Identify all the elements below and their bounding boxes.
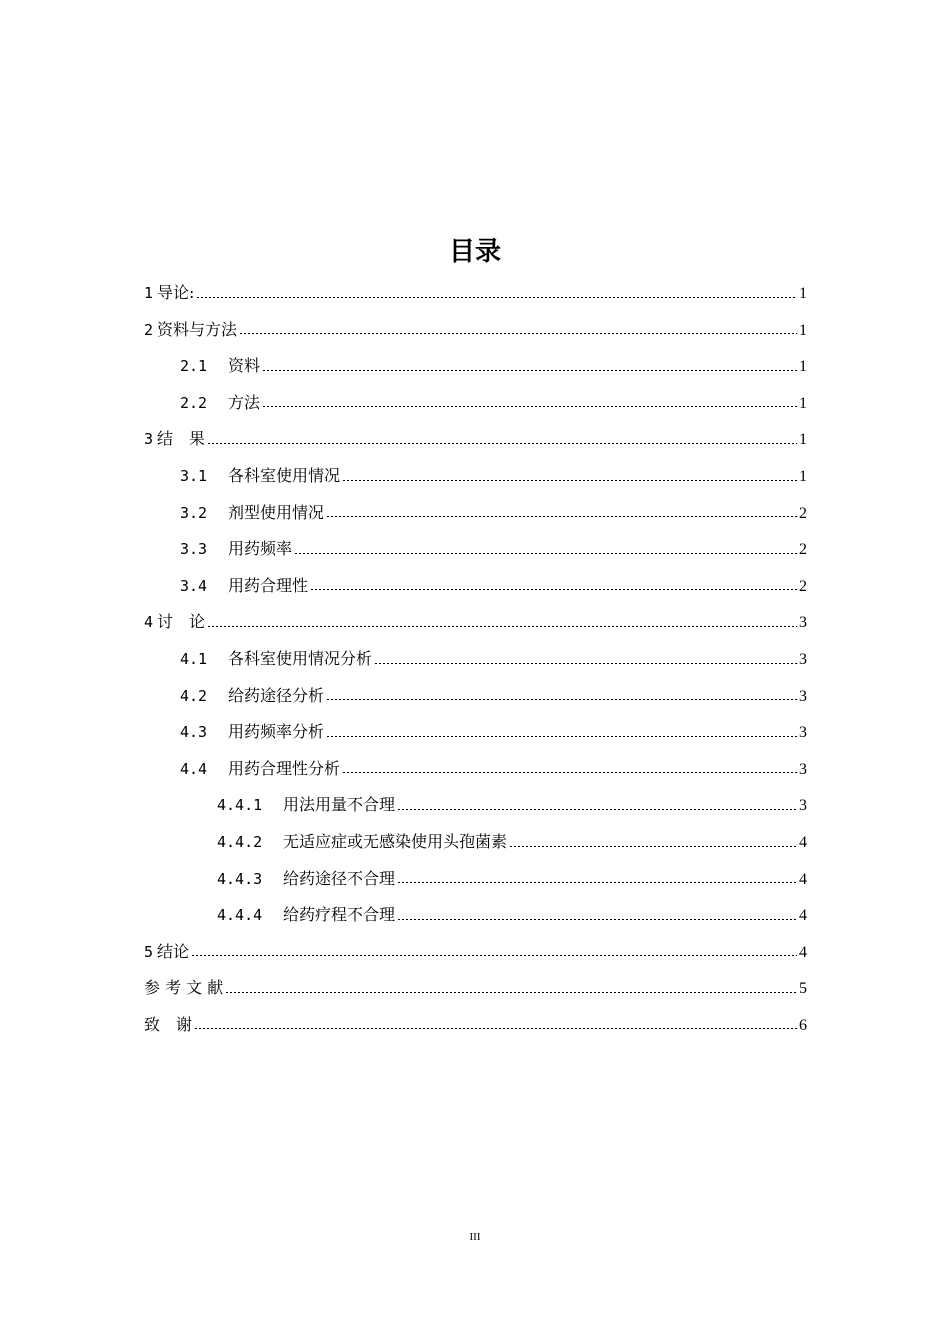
toc-entry-number: 4.4.3 <box>217 869 263 888</box>
dot-leader <box>342 480 797 481</box>
toc-entry-number: 5 <box>144 942 154 961</box>
toc-entry-title: 方法 <box>228 392 261 412</box>
toc-entry-page: 1 <box>799 285 807 302</box>
toc-entry-title: 用药合理性分析 <box>228 758 341 778</box>
toc-entry-title: 结论 <box>157 941 190 961</box>
page-footer-number: III <box>469 1231 481 1243</box>
toc-entry[interactable] <box>144 861 807 898</box>
page-title: 目录 <box>448 237 501 267</box>
toc-entry-title: 导论: <box>157 283 195 302</box>
toc-entry-page: 1 <box>799 321 807 339</box>
toc-entry[interactable] <box>144 934 807 971</box>
dot-leader <box>191 955 797 956</box>
dot-leader <box>207 626 797 627</box>
toc-entry-page: 2 <box>799 504 807 522</box>
toc-entry-page: 3 <box>799 614 807 632</box>
toc-entry-page: 3 <box>799 760 807 778</box>
toc-entry[interactable] <box>144 385 807 422</box>
dot-leader <box>196 297 797 298</box>
toc-entry-number: 2 <box>144 320 154 339</box>
toc-entry[interactable] <box>144 604 807 641</box>
dot-leader <box>509 846 797 847</box>
dot-leader <box>262 370 797 371</box>
toc-entry-number: 3 <box>144 430 154 449</box>
dot-leader <box>397 809 797 810</box>
toc-entry-title: 给药途径不合理 <box>283 868 396 888</box>
toc-entry[interactable] <box>144 897 807 934</box>
toc-entry-title: 资料与方法 <box>157 319 238 339</box>
toc-entry-number: 2.1 <box>180 357 208 376</box>
toc-entry-number: 4.1 <box>180 649 208 668</box>
toc-entry[interactable] <box>144 751 807 788</box>
toc-entry-number: 3.1 <box>180 466 208 485</box>
table-of-contents <box>144 275 807 1043</box>
toc-entry-number: 4.2 <box>180 686 208 705</box>
toc-entry-title: 参 考 文 献 <box>144 978 224 998</box>
toc-entry-page: 2 <box>799 541 807 559</box>
toc-entry-title: 给药途径分析 <box>228 685 325 705</box>
toc-entry-number: 3.3 <box>180 540 208 559</box>
toc-entry-page: 1 <box>799 431 807 449</box>
toc-entry-number: 4.4 <box>180 759 208 778</box>
toc-entry-number: 3.4 <box>180 576 208 595</box>
toc-entry-page: 3 <box>799 797 807 815</box>
toc-entry-title: 资料 <box>228 356 261 376</box>
dot-leader <box>262 406 797 407</box>
toc-entry[interactable] <box>144 1007 807 1044</box>
dot-leader <box>374 663 797 664</box>
toc-entry-page: 4 <box>799 907 807 925</box>
toc-entry-page: 3 <box>799 724 807 742</box>
dot-leader <box>239 333 797 334</box>
toc-entry-page: 4 <box>799 870 807 888</box>
toc-entry[interactable] <box>144 714 807 751</box>
toc-entry[interactable] <box>144 970 807 1007</box>
dot-leader <box>194 1028 797 1029</box>
toc-entry[interactable] <box>144 787 807 824</box>
toc-entry-number: 2.2 <box>180 393 208 412</box>
toc-entry-title: 致 谢 <box>144 1014 193 1034</box>
toc-entry[interactable] <box>144 275 807 312</box>
toc-entry[interactable] <box>144 421 807 458</box>
toc-entry-page: 4 <box>799 943 807 961</box>
toc-entry-number: 4.4.2 <box>217 832 263 851</box>
dot-leader <box>225 992 797 993</box>
dot-leader <box>207 443 797 444</box>
toc-entry-title: 用药频率 <box>228 539 293 559</box>
toc-entry-title: 剂型使用情况 <box>228 502 325 522</box>
dot-leader <box>326 516 797 517</box>
toc-entry-number: 4.4.1 <box>217 796 263 815</box>
toc-entry[interactable] <box>144 348 807 385</box>
toc-entry-number: 4.3 <box>180 723 208 742</box>
toc-entry-page: 6 <box>799 1016 807 1034</box>
toc-entry-page: 4 <box>799 833 807 851</box>
toc-entry-page: 5 <box>799 980 807 998</box>
toc-entry-page: 1 <box>799 358 807 376</box>
dot-leader <box>397 919 797 920</box>
toc-entry[interactable] <box>144 495 807 532</box>
toc-entry[interactable] <box>144 678 807 715</box>
toc-entry-title: 用药频率分析 <box>228 722 325 742</box>
toc-entry-page: 2 <box>799 577 807 595</box>
toc-entry-number: 3.2 <box>180 503 208 522</box>
toc-entry-title: 各科室使用情况 <box>228 465 341 485</box>
toc-entry-title: 结 果 <box>157 429 206 449</box>
toc-entry[interactable] <box>144 312 807 349</box>
toc-entry-page: 3 <box>799 650 807 668</box>
toc-entry[interactable] <box>144 568 807 605</box>
dot-leader <box>342 772 797 773</box>
toc-entry-page: 1 <box>799 394 807 412</box>
dot-leader <box>310 589 797 590</box>
dot-leader <box>397 882 797 883</box>
dot-leader <box>326 699 797 700</box>
toc-entry-number: 4 <box>144 613 154 632</box>
toc-entry[interactable] <box>144 641 807 678</box>
toc-entry-page: 1 <box>799 467 807 485</box>
toc-entry[interactable] <box>144 458 807 495</box>
toc-entry-title: 给药疗程不合理 <box>283 905 396 925</box>
toc-entry-title: 讨 论 <box>157 612 206 632</box>
toc-entry-title: 无适应症或无感染使用头孢菌素 <box>283 831 508 851</box>
toc-entry-number: 4.4.4 <box>217 906 263 925</box>
toc-entry-title: 各科室使用情况分析 <box>228 648 373 668</box>
toc-entry-page: 3 <box>799 687 807 705</box>
toc-entry-title: 用法用量不合理 <box>283 795 396 815</box>
toc-entry-number: 1 <box>144 284 154 302</box>
dot-leader <box>294 553 797 554</box>
dot-leader <box>326 736 797 737</box>
toc-entry-title: 用药合理性 <box>228 575 309 595</box>
toc-entry[interactable] <box>144 531 807 568</box>
toc-entry[interactable] <box>144 824 807 861</box>
